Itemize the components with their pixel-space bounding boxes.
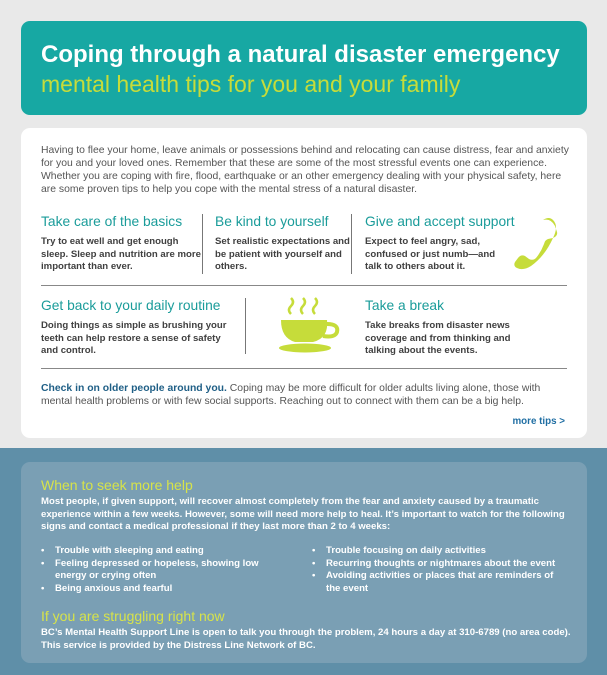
list-item: • Avoiding activities or places that are reminders of the event xyxy=(312,570,567,595)
tip-support xyxy=(365,213,515,274)
intro-paragraph: Having to flee your home, leave animals or possessions behind and relocating can cause distress, fear and anxiety for you and your loved ones. Remember that these are some of the most stressful events one can experience. Whether you are coping with fire, flood, earthquake or an other emergency dealing with your physical safety, here are some proven tips to help you cope with the mental stress of a natural disaster. xyxy=(41,145,569,195)
signs-list-left xyxy=(41,545,281,595)
struggling-heading: If you are struggling right now xyxy=(41,608,225,624)
list-item: • Trouble with sleeping and eating xyxy=(41,545,281,558)
more-tips-link[interactable]: more tips > xyxy=(512,416,565,427)
tip-kind xyxy=(215,213,350,274)
tip-basics xyxy=(41,213,201,274)
phone-icon xyxy=(511,216,561,272)
list-item: • Feeling depressed or hopeless, showing low energy or crying often xyxy=(41,558,281,583)
tip-routine-heading: Get back to your daily routine xyxy=(41,298,221,313)
list-item: • Being anxious and fearful xyxy=(41,583,281,596)
divider xyxy=(351,214,352,274)
tips-card xyxy=(21,128,587,438)
older-people-lead: Check in on older people around you. xyxy=(41,383,227,394)
older-people-body: Coping may be more difficult for older adults living alone, those with mental health problems or with few social supports. Reaching out to connect with them can be a big help. xyxy=(41,383,541,407)
seek-help-heading: When to seek more help xyxy=(41,477,193,493)
section-divider xyxy=(41,285,567,286)
section-divider xyxy=(41,368,567,369)
tip-routine xyxy=(41,297,231,358)
tip-break xyxy=(365,297,545,358)
divider xyxy=(202,214,203,274)
tip-support-heading: Give and accept support xyxy=(365,214,515,229)
list-item: • Recurring thoughts or nightmares about the event xyxy=(312,558,567,571)
tip-support-body: Expect to feel angry, sad, confused or just numb—and talk to others about it. xyxy=(365,236,496,272)
tip-break-body: Take breaks from disaster news coverage and from thinking and talking about the events. xyxy=(365,320,511,356)
tip-kind-heading: Be kind to yourself xyxy=(215,214,329,229)
tip-basics-heading: Take care of the basics xyxy=(41,214,183,229)
tip-break-heading: Take a break xyxy=(365,298,444,313)
older-people-paragraph xyxy=(41,382,569,408)
teacup-icon xyxy=(277,294,345,356)
tip-routine-body: Doing things as simple as brushing your teeth can help restore a sense of safety and control. xyxy=(41,320,227,356)
divider xyxy=(245,298,246,354)
seek-help-body: Most people, if given support, will recover almost completely from the fear and anxiety caused by a traumatic experience within a few weeks. However, some will need more help to heal. It’s important to watch for the following signs and contact a medical professional if they last more than 2 to 4 weeks: xyxy=(41,496,565,533)
page-title: Coping through a natural disaster emergency xyxy=(41,41,560,68)
signs-list-right xyxy=(312,545,567,595)
title-banner xyxy=(21,21,587,115)
page-subtitle: mental health tips for you and your family xyxy=(41,71,461,97)
list-item: • Trouble focusing on daily activities xyxy=(312,545,567,558)
tip-kind-body: Set realistic expectations and be patient with yourself and others. xyxy=(215,236,350,272)
support-line-text: BC’s Mental Health Support Line is open to talk you through the problem, 24 hours a day at 310-6789 (no area code). This service is provided by the Distress Line Network of BC. xyxy=(41,627,571,651)
tip-basics-body: Try to eat well and get enough sleep. Sleep and nutrition are more important than ever. xyxy=(41,236,201,272)
seek-help-panel xyxy=(21,462,587,663)
